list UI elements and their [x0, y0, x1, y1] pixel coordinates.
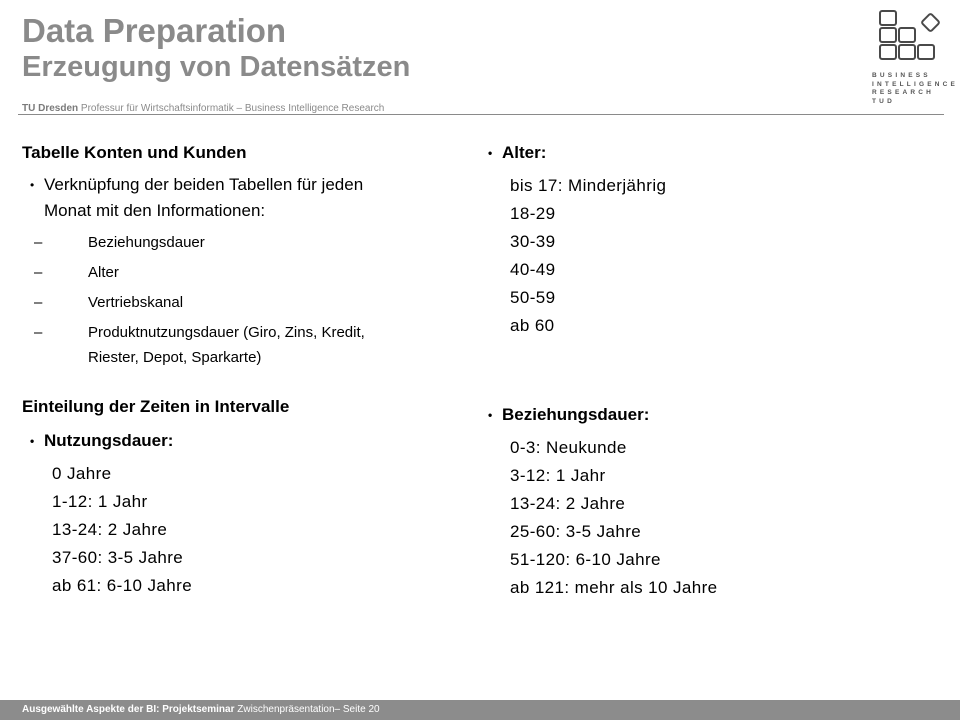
sub-item: [22, 320, 462, 370]
list-item: 40-49: [510, 260, 556, 279]
sub-item: [22, 260, 462, 285]
bullet-alter: [480, 140, 920, 166]
logo-line-3: RESEARCH TUD: [872, 89, 935, 105]
list-item: 51-120: 6-10 Jahre: [510, 550, 661, 569]
list-item: 0-3: Neukunde: [510, 438, 627, 457]
sub-item-label: Beziehungsdauer: [88, 234, 205, 251]
left-column: [22, 140, 462, 600]
bullet-nutzungsdauer: [22, 428, 462, 454]
sub-item-label-cont: Riester, Depot, Sparkarte): [88, 349, 262, 366]
sub-item: [22, 290, 462, 315]
list-item: 0 Jahre: [52, 464, 112, 483]
footer-course: Ausgewählte Aspekte der BI: Projektseminar: [22, 704, 235, 715]
list-item: 1-12: 1 Jahr: [52, 492, 148, 511]
sub-item: [22, 230, 462, 255]
list-item: ab 121: mehr als 10 Jahre: [510, 578, 718, 597]
bullet-connection-line-1: • Verknüpfung der beiden Tabellen für jeden: [44, 175, 364, 194]
bullet-connection-line-2: Monat mit den Informationen:: [44, 201, 266, 220]
logo-text: [872, 72, 959, 106]
title-subtitle: Erzeugung von Datensätzen: [22, 51, 411, 83]
sub-item-label: Alter: [88, 264, 119, 281]
section-heading-intervals: Einteilung der Zeiten in Intervalle: [22, 397, 290, 416]
list-item: 25-60: 3-5 Jahre: [510, 522, 642, 541]
list-item: ab 60: [510, 316, 555, 335]
list-item: 18-29: [510, 204, 556, 223]
institution-line: [22, 103, 384, 114]
beziehungsdauer-list: [480, 434, 920, 602]
list-item: 37-60: 3-5 Jahre: [52, 548, 184, 567]
section-heading-tables: Tabelle Konten und Kunden: [22, 143, 247, 162]
footer-text: [22, 704, 380, 715]
nutzungsdauer-list: [22, 460, 462, 600]
bullet-connection: [22, 172, 462, 224]
right-column: [480, 140, 920, 602]
list-item: 13-24: 2 Jahre: [510, 494, 626, 513]
list-item: 3-12: 1 Jahr: [510, 466, 606, 485]
beziehungsdauer-heading: Beziehungsdauer:: [502, 405, 650, 424]
logo-line-1: BUSINESS: [872, 72, 931, 79]
sub-list: [22, 230, 462, 370]
title-main: Data Preparation: [22, 12, 287, 49]
footer-page: Zwischenpräsentation– Seite 20: [237, 704, 380, 715]
list-item: 50-59: [510, 288, 556, 307]
list-item: ab 61: 6-10 Jahre: [52, 576, 193, 595]
alter-list: [480, 172, 920, 340]
institution-department: Professur für Wirtschaftsinformatik – Business Intelligence Research: [80, 103, 385, 114]
bullet-beziehungsdauer: [480, 402, 920, 428]
header-divider: [18, 114, 944, 115]
sub-item-label: – Produktnutzungsdauer (Giro, Zins, Kredit,: [88, 324, 365, 341]
list-item: 30-39: [510, 232, 556, 251]
slide-title: [22, 12, 410, 84]
logo-line-2: INTELLIGENCE: [872, 80, 959, 88]
sub-item-label: Vertriebskanal: [88, 294, 184, 311]
alter-heading: Alter:: [502, 143, 547, 162]
list-item: bis 17: Minderjährig: [510, 176, 667, 195]
nutzungsdauer-heading: Nutzungsdauer:: [44, 431, 174, 450]
list-item: 13-24: 2 Jahre: [52, 520, 168, 539]
institution-name: TU Dresden: [22, 103, 79, 114]
